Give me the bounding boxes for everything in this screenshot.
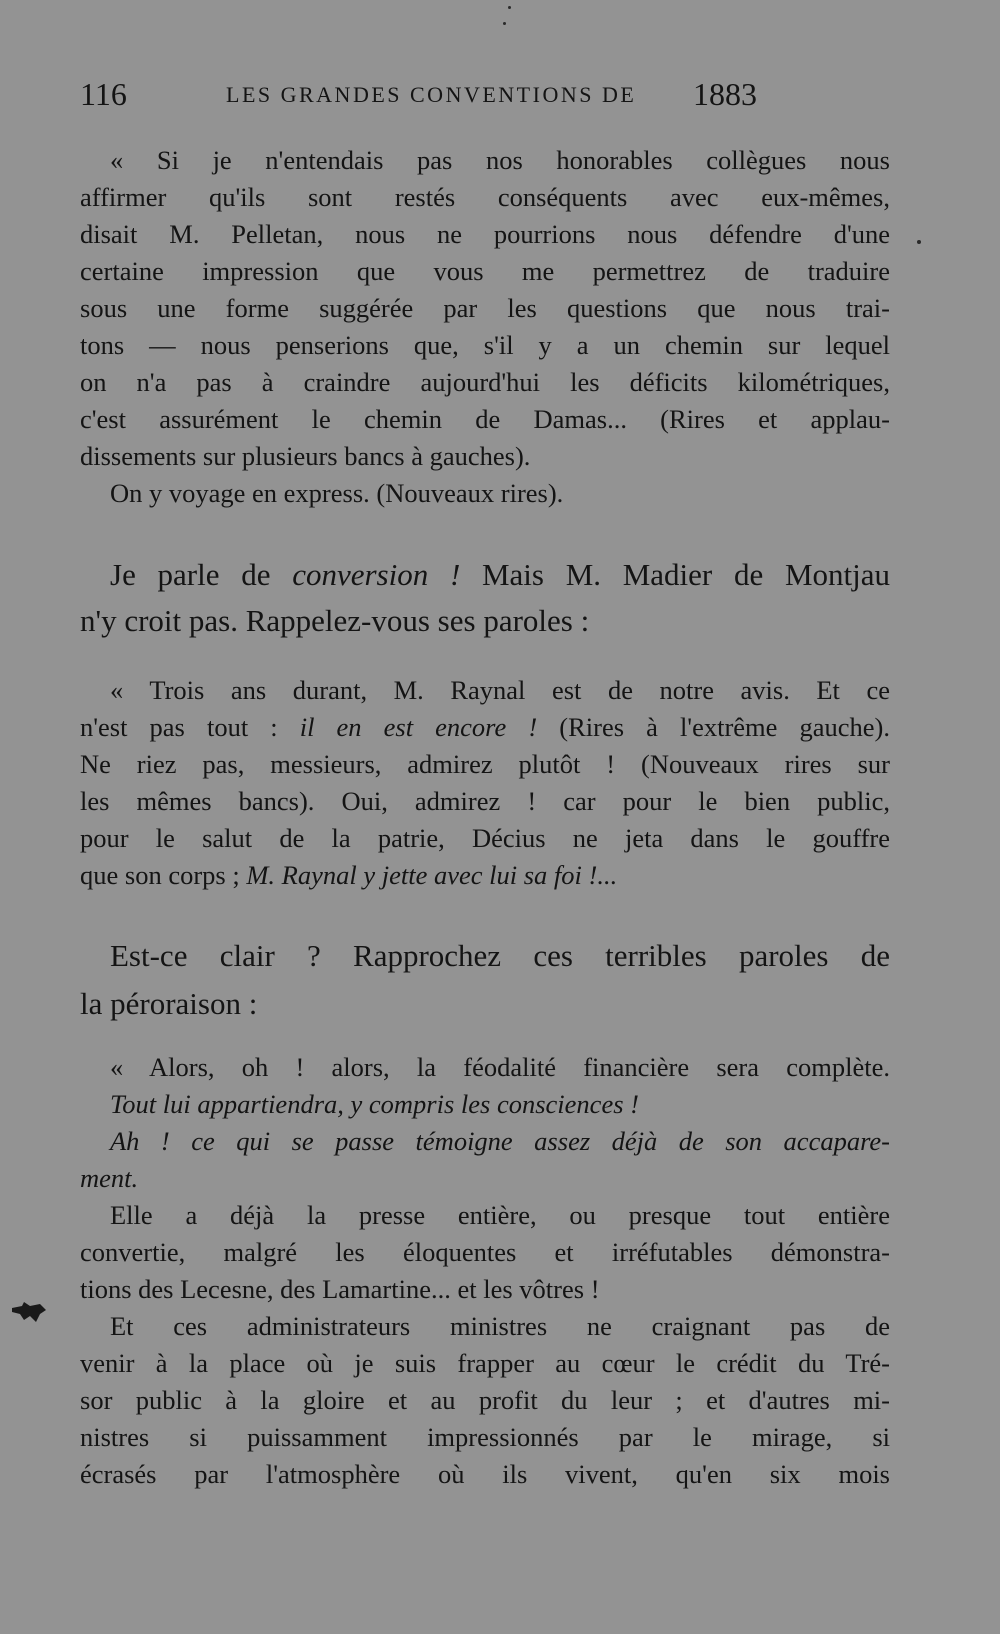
text-line: « Si je n'entendais pas nos honorables collègues nous — [110, 145, 890, 175]
text-line: écrasés par l'atmosphère où ils vivent, qu'en six mois — [80, 1459, 890, 1489]
text-line: ment. — [80, 1163, 139, 1193]
text-line: sous une forme suggérée par les questions que nous trai- — [80, 293, 890, 323]
text-line: n'est pas tout : il en est encore ! (Rires à l'extrême gauche). — [80, 712, 890, 742]
running-title-year: 1883 — [693, 76, 757, 112]
emphasis: M. Raynal y jette avec lui sa foi !... — [246, 860, 618, 890]
page-number: 116 — [80, 76, 127, 112]
text-line: Je parle de conversion ! Mais M. Madier de Montjau — [110, 557, 890, 592]
ink-speck — [917, 240, 921, 244]
text-line: convertie, malgré les éloquentes et irréfutables démonstra- — [80, 1237, 890, 1267]
text-line: sor public à la gloire et au profit du leur ; et d'autres mi- — [80, 1385, 890, 1415]
text-line: On y voyage en express. (Nouveaux rires). — [110, 478, 564, 508]
text-line: tons — nous penserions que, s'il y a un chemin sur lequel — [80, 330, 890, 360]
text-line: Tout lui appartiendra, y compris les consciences ! — [110, 1089, 639, 1119]
text-line: affirmer qu'ils sont restés conséquents avec eux-mêmes, — [80, 182, 890, 212]
text-line: nistres si puissamment impressionnés par le mirage, si — [80, 1422, 890, 1452]
text-line: c'est assurément le chemin de Damas... (Rires et applau- — [80, 404, 890, 434]
ink-blot-mark — [10, 1300, 48, 1326]
text-line: Ne riez pas, messieurs, admirez plutôt ! (Nouveaux rires sur — [80, 749, 890, 779]
text-line: la péroraison : — [80, 986, 258, 1021]
text-line: Est-ce clair ? Rapprochez ces terribles paroles de — [110, 938, 890, 973]
text-line: Et ces administrateurs ministres ne craignant pas de — [110, 1311, 890, 1341]
page-header — [80, 76, 760, 122]
text-line: Ah ! ce qui se passe témoigne assez déjà de son accapare- — [110, 1126, 890, 1156]
text-line: disait M. Pelletan, nous ne pourrions nous défendre d'une — [80, 219, 890, 249]
text-line: n'y croit pas. Rappelez-vous ses paroles : — [80, 603, 590, 638]
running-title: LES GRANDES CONVENTIONS DE — [226, 82, 637, 107]
text-line: « Trois ans durant, M. Raynal est de notre avis. Et ce — [110, 675, 890, 705]
text-line: Elle a déjà la presse entière, ou presque tout entière — [110, 1200, 890, 1230]
ink-speck — [503, 22, 506, 25]
emphasis: il en est encore ! — [299, 712, 538, 742]
text-line: « Alors, oh ! alors, la féodalité financière sera complète. — [110, 1052, 890, 1082]
text-line: tions des Lecesne, des Lamartine... et les vôtres ! — [80, 1274, 600, 1304]
text-line: pour le salut de la patrie, Décius ne jeta dans le gouffre — [80, 823, 890, 853]
emphasis: conversion ! — [292, 557, 461, 592]
text-line: venir à la place où je suis frapper au cœur le crédit du Tré- — [80, 1348, 890, 1378]
text-line: certaine impression que vous me permettrez de traduire — [80, 256, 890, 286]
text-line: les mêmes bancs). Oui, admirez ! car pour le bien public, — [80, 786, 890, 816]
text-line: dissements sur plusieurs bancs à gauches). — [80, 441, 531, 471]
text-line: on n'a pas à craindre aujourd'hui les déficits kilométriques, — [80, 367, 890, 397]
ink-speck — [508, 6, 511, 9]
text-line: que son corps ; M. Raynal y jette avec lui sa foi !... — [80, 860, 618, 890]
